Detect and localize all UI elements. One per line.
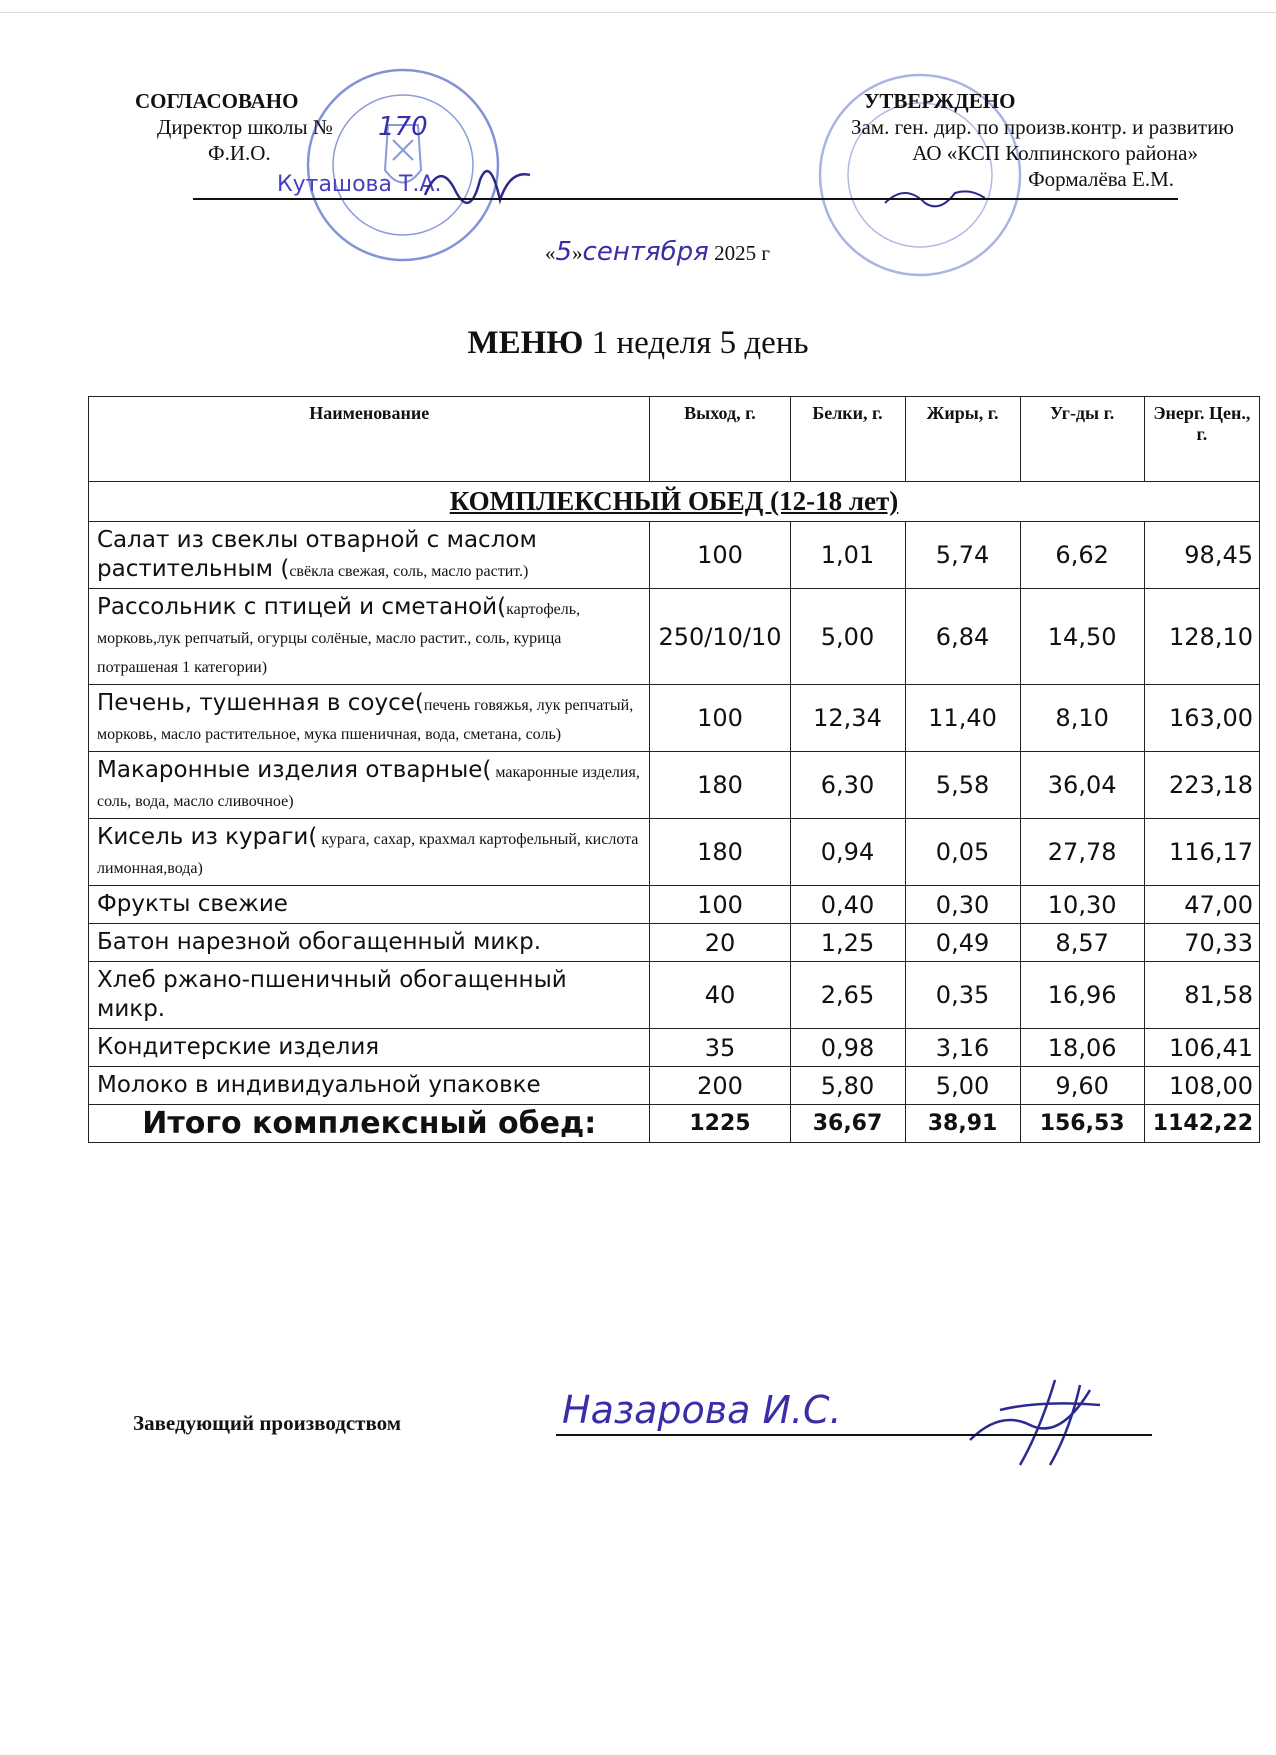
dish-name [89,1067,650,1105]
dish-title: Хлеб ржано-пшеничный обогащенный микр. [97,967,567,1022]
section-row [89,482,1260,522]
top-rule [0,12,1276,13]
director-signature [420,150,540,220]
date-day: 5 [555,237,573,267]
cell-carbs: 6,62 [1020,522,1144,589]
total-fat: 38,91 [905,1105,1020,1143]
header-name: Наименование [89,397,650,482]
cell-output: 35 [650,1029,790,1067]
signature-line [193,198,1178,200]
header-output: Выход, г. [650,397,790,482]
dish-title: Печень, тушенная в соусе( [97,690,424,716]
cell-carbs: 8,10 [1020,685,1144,752]
cell-output: 180 [650,752,790,819]
dish-title: Макаронные изделия отварные( [97,757,492,783]
cell-output: 100 [650,886,790,924]
dish-name [89,819,650,886]
header-protein: Белки, г. [790,397,905,482]
cell-protein: 0,40 [790,886,905,924]
header-fat: Жиры, г. [905,397,1020,482]
cell-carbs: 18,06 [1020,1029,1144,1067]
cell-energy: 128,10 [1144,589,1259,685]
dish-name [89,685,650,752]
header-carbs: Уг-ды г. [1020,397,1144,482]
company-name: АО «КСП Колпинского района» [912,141,1198,165]
cell-fat: 3,16 [905,1029,1020,1067]
cell-carbs: 16,96 [1020,962,1144,1029]
dish-ingredients: курага, сахар, крахмал картофельный, кислота лимонная,вода) [97,831,639,877]
dish-title: Кондитерские изделия [97,1034,380,1060]
cell-energy: 108,00 [1144,1067,1259,1105]
table-row [89,819,1260,886]
dish-title: Кисель из кураги( [97,824,318,850]
total-carbs: 156,53 [1020,1105,1144,1143]
title-bold: МЕНЮ [467,325,584,361]
cell-carbs: 27,78 [1020,819,1144,886]
dish-name [89,522,650,589]
cell-fat: 5,74 [905,522,1020,589]
section-title: КОМПЛЕКСНЫЙ ОБЕД (12-18 лет) [89,482,1260,522]
dish-name [89,962,650,1029]
table-row [89,752,1260,819]
cell-output: 20 [650,924,790,962]
fio-label: Ф.И.О. [208,141,271,165]
table-row [89,685,1260,752]
dish-title: Салат из свеклы отварной с маслом растительным ( [97,527,537,582]
dish-title: Фрукты свежие [97,891,288,917]
cell-protein: 12,34 [790,685,905,752]
cell-protein: 1,01 [790,522,905,589]
table-header-row [89,397,1260,482]
cell-fat: 5,00 [905,1067,1020,1105]
deputy-position: Зам. ген. дир. по произв.контр. и развитию [850,115,1234,139]
footer-signature-line [556,1434,1152,1436]
cell-output: 100 [650,522,790,589]
school-number: 170 [378,112,428,142]
dish-name [89,589,650,685]
page-title [0,325,1276,362]
cell-fat: 11,40 [905,685,1020,752]
cell-carbs: 14,50 [1020,589,1144,685]
cell-carbs: 10,30 [1020,886,1144,924]
date-close-quote: » [572,241,583,265]
date-open-quote: « [545,241,556,265]
cell-protein: 6,30 [790,752,905,819]
cell-output: 40 [650,962,790,1029]
cell-protein: 0,94 [790,819,905,886]
cell-protein: 0,98 [790,1029,905,1067]
cell-energy: 163,00 [1144,685,1259,752]
cell-energy: 81,58 [1144,962,1259,1029]
dish-ingredients: печень говяжья, лук репчатый, морковь, масло растительное, мука пшеничная, вода, сметана, соль) [97,697,634,743]
cell-energy: 47,00 [1144,886,1259,924]
director-label: Директор школы № [157,115,333,139]
dish-ingredients: картофель, морковь,лук репчатый, огурцы солёные, масло растит., соль, курица потрашеная 1 категории) [97,601,581,676]
cell-protein: 5,00 [790,589,905,685]
table-row [89,1067,1260,1105]
dish-title: Молоко в индивидуальной упаковке [97,1072,541,1098]
production-manager-signature [960,1370,1110,1480]
cell-fat: 0,49 [905,924,1020,962]
total-protein: 36,67 [790,1105,905,1143]
total-label: Итого комплексный обед: [89,1105,650,1143]
cell-output: 180 [650,819,790,886]
cell-energy: 70,33 [1144,924,1259,962]
menu-table [88,396,1260,1143]
cell-carbs: 36,04 [1020,752,1144,819]
approval-date [545,237,770,267]
cell-fat: 5,58 [905,752,1020,819]
total-row [89,1105,1260,1143]
dish-ingredients: макаронные изделия, соль, вода, масло сливочное) [97,764,640,810]
total-output: 1225 [650,1105,790,1143]
cell-fat: 0,05 [905,819,1020,886]
cell-output: 100 [650,685,790,752]
table-row [89,522,1260,589]
dish-name [89,886,650,924]
header-energy: Энерг. Цен., г. [1144,397,1259,482]
cell-output: 200 [650,1067,790,1105]
cell-energy: 98,45 [1144,522,1259,589]
dish-ingredients: свёкла свежая, соль, масло растит.) [289,563,529,580]
deputy-name: Формалёва Е.М. [1028,167,1174,191]
date-month: сентября [582,237,709,267]
table-row [89,886,1260,924]
cell-energy: 116,17 [1144,819,1259,886]
production-manager-label: Заведующий производством [133,1411,402,1435]
cell-fat: 0,35 [905,962,1020,1029]
dish-name [89,1029,650,1067]
approved-title: УТВЕРЖДЕНО [864,89,1016,113]
director-name: Куташова Т.А. [277,172,442,197]
cell-protein: 1,25 [790,924,905,962]
dish-name [89,924,650,962]
total-energy: 1142,22 [1144,1105,1259,1143]
agreed-title: СОГЛАСОВАНО [135,89,299,113]
cell-protein: 2,65 [790,962,905,1029]
title-rest: 1 неделя 5 день [583,325,809,361]
cell-output: 250/10/10 [650,589,790,685]
date-year: 2025 г [714,241,770,265]
table-row [89,1029,1260,1067]
cell-fat: 0,30 [905,886,1020,924]
cell-energy: 223,18 [1144,752,1259,819]
dish-name [89,752,650,819]
table-row [89,589,1260,685]
cell-protein: 5,80 [790,1067,905,1105]
cell-carbs: 8,57 [1020,924,1144,962]
dish-title: Батон нарезной обогащенный микр. [97,929,542,955]
cell-energy: 106,41 [1144,1029,1259,1067]
dish-title: Рассольник с птицей и сметаной( [97,594,507,620]
cell-fat: 6,84 [905,589,1020,685]
table-row [89,962,1260,1029]
table-row [89,924,1260,962]
cell-carbs: 9,60 [1020,1067,1144,1105]
production-manager-name: Назарова И.С. [562,1388,842,1432]
approval-block-right [720,88,1234,192]
